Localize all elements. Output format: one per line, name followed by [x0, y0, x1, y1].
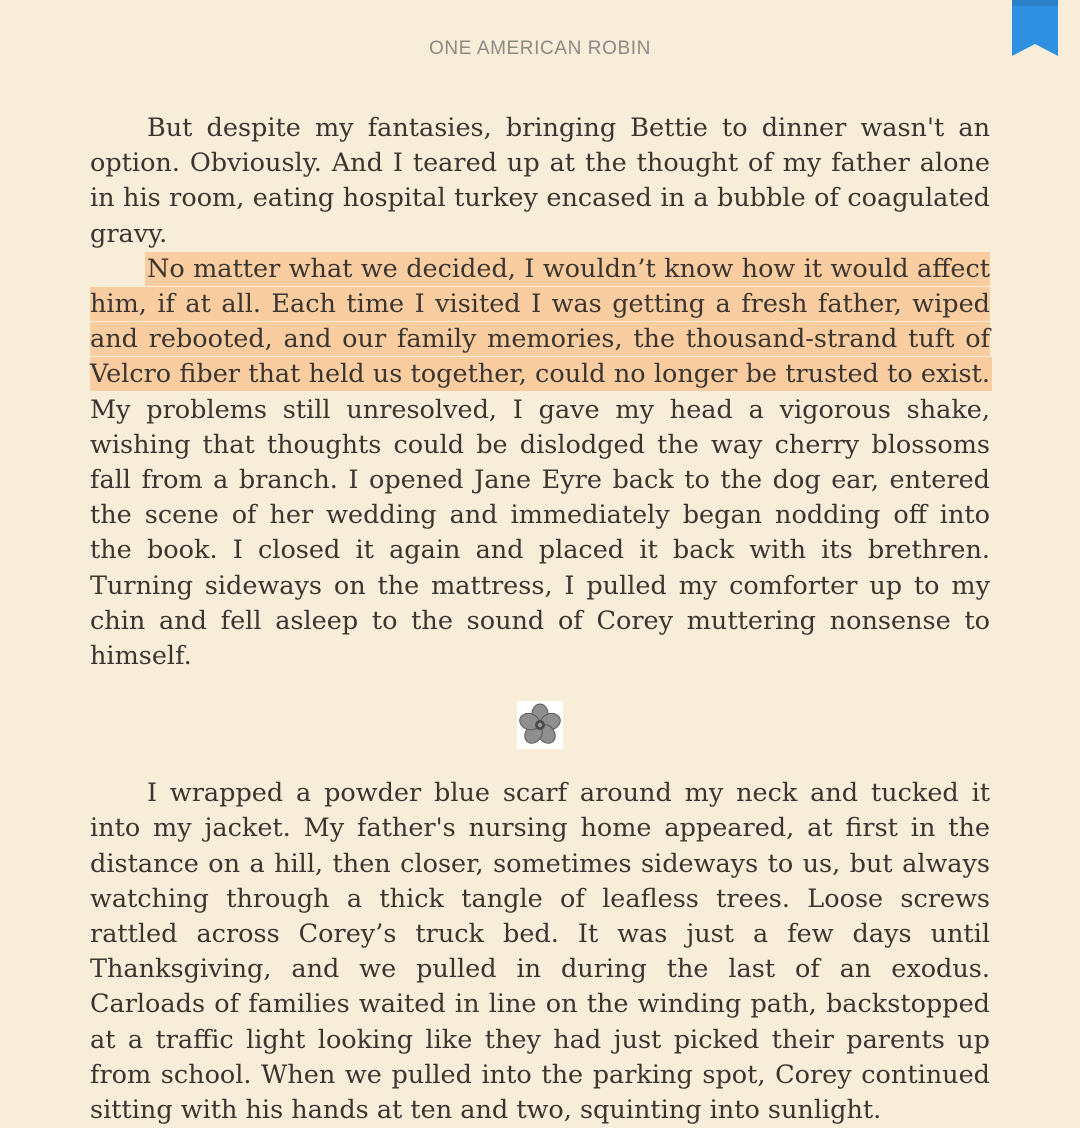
flower-ornament-icon	[517, 701, 563, 749]
book-title-header: ONE AMERICAN ROBIN	[429, 38, 651, 59]
paragraph-2-rest: My problems still unresolved, I gave my head a vigorous shake, wishing that thoughts could be dislodged the way cherry blossoms fall from a branch. I opened Jane Eyre back to the dog ear, entered the scene of her wedding and immediately began nodding off into the book. I closed it again and placed it back with its brethren. Turning sideways on the mattress, I pulled my comforter up to my chin and fell asleep to the sound of Corey muttering nonsense to himself.	[90, 394, 990, 672]
section-break	[90, 674, 990, 776]
text-highlight[interactable]: No matter what we decided, I wouldn’t know how it would affect him, if at all. Each time I visited I was getting a fresh father, wiped and rebooted, and our family memories, the thousand-strand tuft of Velcro fiber that held us together, could no longer be trusted to exist.	[90, 253, 990, 390]
paragraph-2	[90, 252, 990, 674]
bookmark-icon[interactable]	[1012, 0, 1058, 58]
paragraph-3: I wrapped a powder blue scarf around my neck and tucked it into my jacket. My father's nursing home appeared, at first in the distance on a hill, then closer, sometimes sideways to us, but always watching through a thick tangle of leafless trees. Loose screws rattled across Corey’s truck bed. It was just a few days until Thanksgiving, and we pulled in during the last of an exodus. Carloads of families waited in line on the winding path, backstopped at a traffic light looking like they had just picked their parents up from school. When we pulled into the parking spot, Corey continued sitting with his hands at ten and two, squinting into sunlight.	[90, 778, 990, 1126]
paragraph-1: But despite my fantasies, bringing Bettie to dinner wasn't an option. Obviously. And I teared up at the thought of my father alone in his room, eating hospital turkey encased in a bubble of coagulated gravy.	[90, 113, 990, 249]
page-content	[90, 111, 990, 1128]
